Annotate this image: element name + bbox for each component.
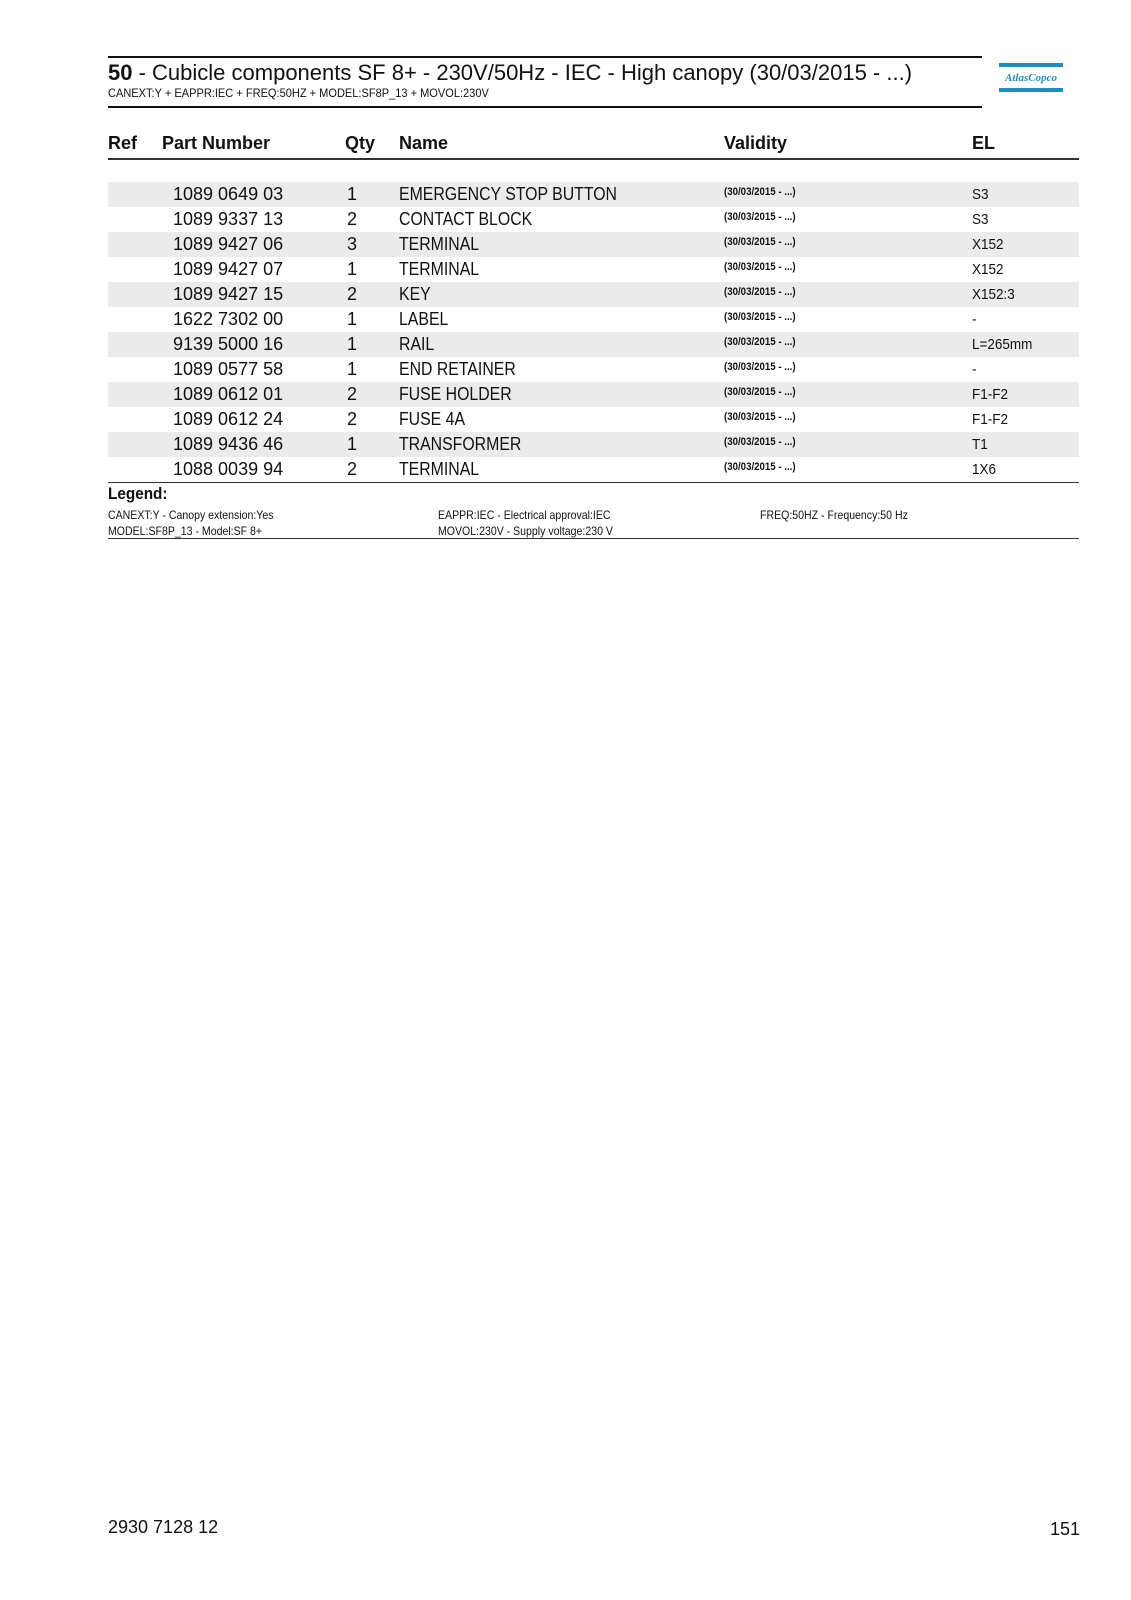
name-cell: TERMINAL bbox=[399, 234, 480, 254]
table-row bbox=[108, 182, 1079, 207]
qty-cell: 2 bbox=[347, 209, 358, 229]
qty-cell: 2 bbox=[347, 384, 358, 404]
table-body bbox=[108, 182, 1079, 482]
el-cell: X152 bbox=[972, 236, 1004, 253]
column-header-validity: Validity bbox=[724, 133, 788, 153]
name-cell: KEY bbox=[399, 284, 431, 304]
table-row bbox=[108, 382, 1079, 407]
table-row bbox=[108, 432, 1079, 457]
parts-table bbox=[108, 130, 1079, 539]
legend-item: MOVOL:230V - Supply voltage:230 V bbox=[438, 524, 613, 538]
part-number-cell: 1622 7302 00 bbox=[173, 309, 284, 329]
table-row bbox=[108, 257, 1079, 282]
qty-cell: 2 bbox=[347, 284, 358, 304]
table-row bbox=[108, 407, 1079, 432]
table-row bbox=[108, 207, 1079, 232]
validity-cell: (30/03/2015 - ...) bbox=[724, 436, 796, 448]
part-number-cell: 1089 9427 07 bbox=[173, 259, 284, 279]
qty-cell: 3 bbox=[347, 234, 358, 254]
el-cell: S3 bbox=[972, 186, 989, 203]
validity-cell: (30/03/2015 - ...) bbox=[724, 211, 796, 223]
qty-cell: 1 bbox=[347, 434, 358, 454]
logo-text: AtlasCopco bbox=[1005, 72, 1057, 84]
part-number-cell: 1089 0612 01 bbox=[173, 384, 284, 404]
table-row bbox=[108, 457, 1079, 482]
name-cell: TERMINAL bbox=[399, 459, 480, 479]
name-cell: EMERGENCY STOP BUTTON bbox=[399, 184, 618, 204]
validity-cell: (30/03/2015 - ...) bbox=[724, 461, 796, 473]
validity-cell: (30/03/2015 - ...) bbox=[724, 261, 796, 273]
column-header-el: EL bbox=[972, 133, 996, 153]
page-number: 151 bbox=[1049, 1519, 1080, 1539]
legend-item: EAPPR:IEC - Electrical approval:IEC bbox=[438, 508, 611, 522]
qty-cell: 1 bbox=[347, 359, 358, 379]
part-number-cell: 1089 9436 46 bbox=[173, 434, 284, 454]
table-row bbox=[108, 282, 1079, 307]
name-cell: FUSE HOLDER bbox=[399, 384, 512, 404]
name-cell: RAIL bbox=[399, 334, 435, 354]
part-number-cell: 1089 0612 24 bbox=[173, 409, 284, 429]
part-number-cell: 1089 9337 13 bbox=[173, 209, 284, 229]
logo-top-bar bbox=[999, 63, 1063, 67]
column-header-ref: Ref bbox=[108, 133, 138, 153]
section-number: 50 bbox=[108, 60, 133, 85]
legend-title: Legend: bbox=[108, 484, 168, 503]
table-row bbox=[108, 357, 1079, 382]
page-header bbox=[108, 56, 982, 108]
name-cell: LABEL bbox=[399, 309, 449, 329]
el-cell: - bbox=[972, 311, 977, 328]
validity-cell: (30/03/2015 - ...) bbox=[724, 236, 796, 248]
legend bbox=[108, 482, 1079, 539]
column-header-part-number: Part Number bbox=[162, 133, 271, 153]
part-number-cell: 1089 0649 03 bbox=[173, 184, 284, 204]
name-cell: FUSE 4A bbox=[399, 409, 466, 429]
name-cell: TRANSFORMER bbox=[399, 434, 522, 454]
qty-cell: 1 bbox=[347, 334, 358, 354]
el-cell: - bbox=[972, 361, 977, 378]
part-number-cell: 1089 9427 06 bbox=[173, 234, 284, 254]
qty-cell: 1 bbox=[347, 309, 358, 329]
qty-cell: 1 bbox=[347, 259, 358, 279]
legend-item: FREQ:50HZ - Frequency:50 Hz bbox=[760, 508, 908, 522]
atlas-copco-logo bbox=[999, 63, 1063, 95]
name-cell: END RETAINER bbox=[399, 359, 516, 379]
validity-cell: (30/03/2015 - ...) bbox=[724, 286, 796, 298]
column-header-name: Name bbox=[399, 133, 449, 153]
legend-item: MODEL:SF8P_13 - Model:SF 8+ bbox=[108, 524, 263, 538]
part-number-cell: 1089 9427 15 bbox=[173, 284, 284, 304]
validity-cell: (30/03/2015 - ...) bbox=[724, 411, 796, 423]
qty-cell: 1 bbox=[347, 184, 358, 204]
name-cell: CONTACT BLOCK bbox=[399, 209, 533, 229]
validity-cell: (30/03/2015 - ...) bbox=[724, 311, 796, 323]
logo-bottom-bar bbox=[999, 88, 1063, 92]
name-cell: TERMINAL bbox=[399, 259, 480, 279]
qty-cell: 2 bbox=[347, 459, 358, 479]
el-cell: L=265mm bbox=[972, 336, 1033, 353]
validity-cell: (30/03/2015 - ...) bbox=[724, 336, 796, 348]
part-number-cell: 9139 5000 16 bbox=[173, 334, 284, 354]
part-number-cell: 1088 0039 94 bbox=[173, 459, 284, 479]
document-number: 2930 7128 12 bbox=[108, 1517, 219, 1537]
validity-cell: (30/03/2015 - ...) bbox=[724, 386, 796, 398]
el-cell: F1-F2 bbox=[972, 411, 1009, 428]
el-cell: S3 bbox=[972, 211, 989, 228]
table-row bbox=[108, 332, 1079, 357]
validity-cell: (30/03/2015 - ...) bbox=[724, 186, 796, 198]
el-cell: F1-F2 bbox=[972, 386, 1009, 403]
table-row bbox=[108, 307, 1079, 332]
el-cell: T1 bbox=[972, 436, 988, 453]
el-cell: X152:3 bbox=[972, 286, 1015, 303]
table-header bbox=[108, 130, 1079, 160]
validity-cell: (30/03/2015 - ...) bbox=[724, 361, 796, 373]
page-subtitle: CANEXT:Y + EAPPR:IEC + FREQ:50HZ + MODEL:SF8P_13 + MOVOL:230V bbox=[108, 86, 489, 100]
column-header-qty: Qty bbox=[345, 133, 376, 153]
page-title bbox=[108, 60, 912, 86]
qty-cell: 2 bbox=[347, 409, 358, 429]
part-number-cell: 1089 0577 58 bbox=[173, 359, 284, 379]
el-cell: 1X6 bbox=[972, 461, 997, 478]
el-cell: X152 bbox=[972, 261, 1004, 278]
legend-item: CANEXT:Y - Canopy extension:Yes bbox=[108, 508, 274, 522]
table-row bbox=[108, 232, 1079, 257]
section-title: - Cubicle components SF 8+ - 230V/50Hz - IEC - High canopy (30/03/2015 - ...) bbox=[132, 60, 913, 85]
